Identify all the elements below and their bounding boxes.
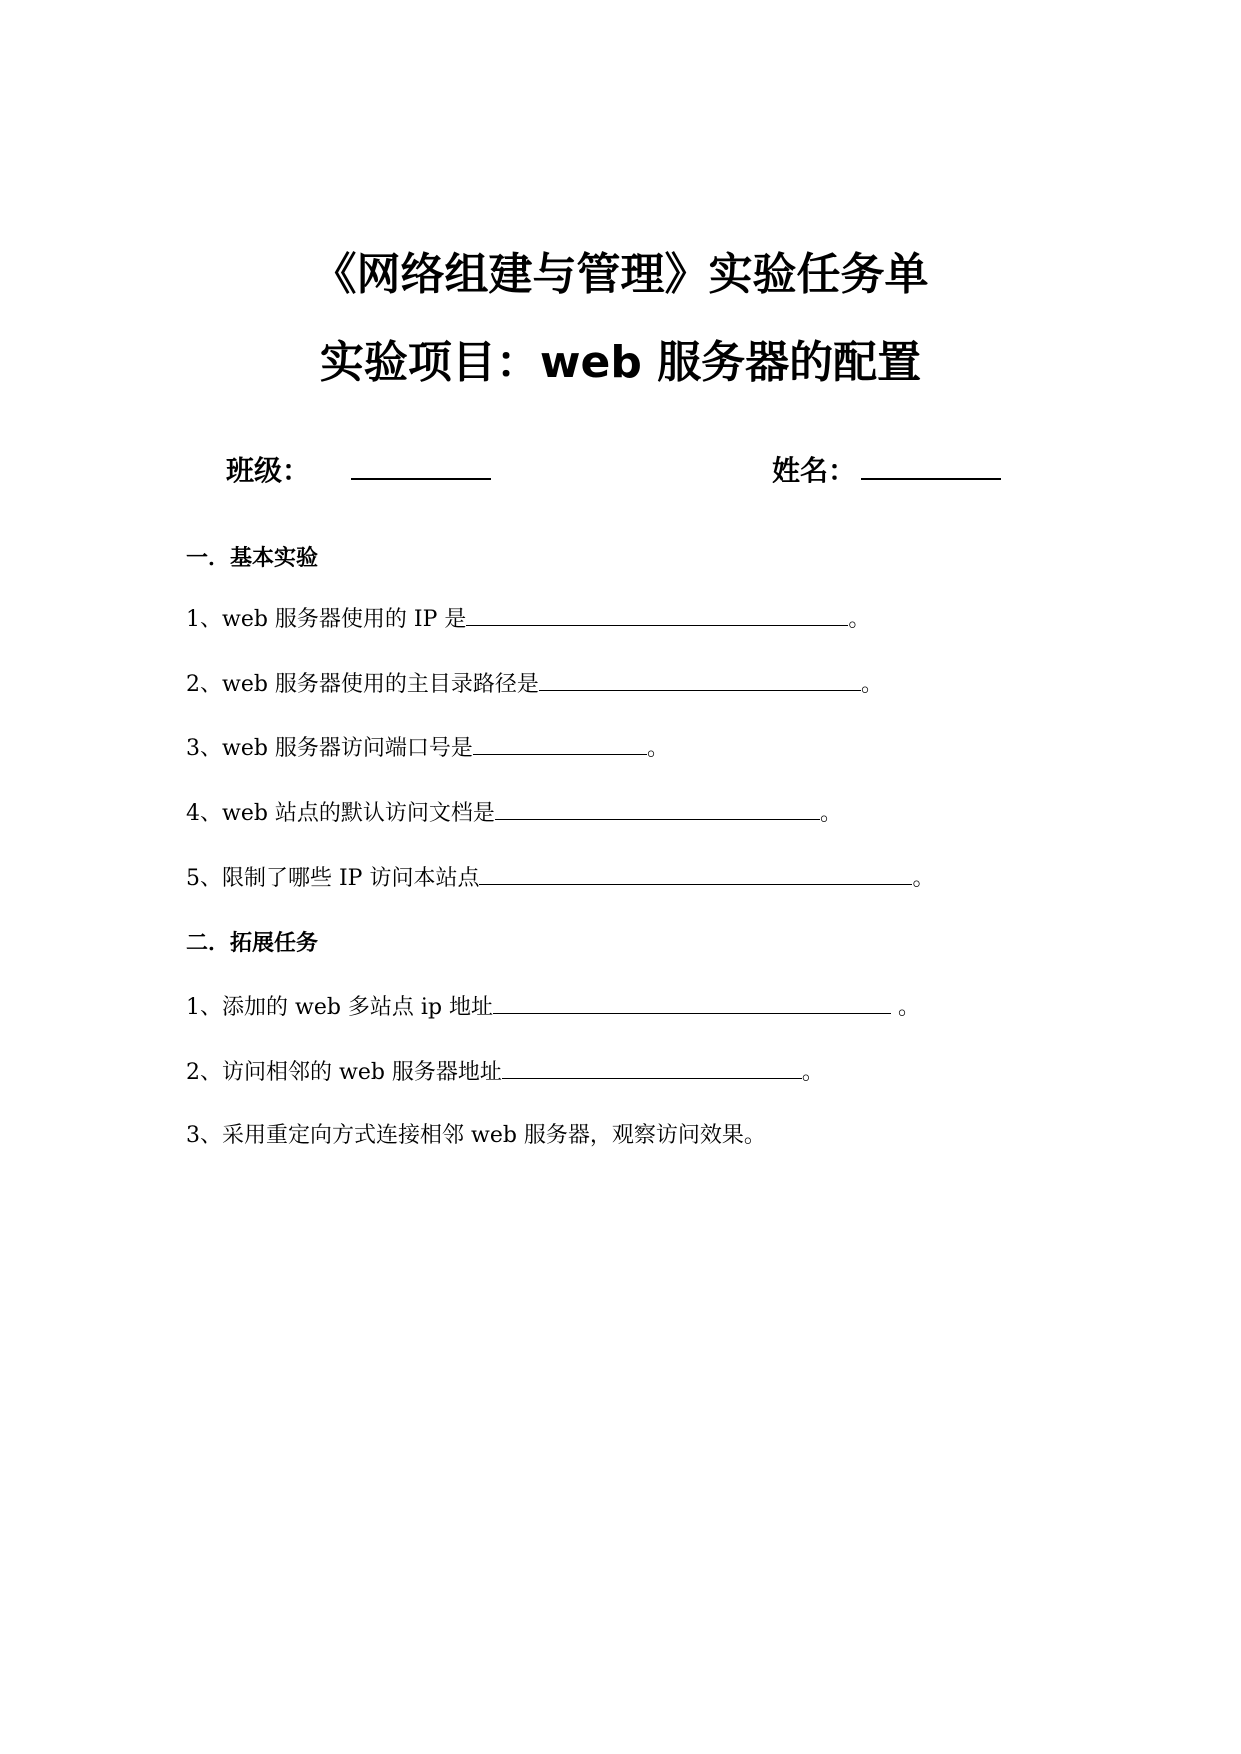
item-text: 2、web 服务器使用的主目录路径是: [186, 672, 539, 697]
name-field: [772, 448, 1001, 489]
item-text: 5、限制了哪些 IP 访问本站点: [186, 866, 480, 891]
class-label: 班级：: [226, 454, 311, 487]
answer-line[interactable]: [493, 991, 891, 1014]
page-subtitle: 实验项目：web 服务器的配置: [319, 337, 922, 388]
item-text: 3、采用重定向方式连接相邻 web 服务器，观察访问效果。: [186, 1123, 766, 1148]
item-end: 。: [801, 1060, 824, 1085]
item-end: 。: [819, 801, 842, 826]
basic-item-5: [186, 862, 935, 894]
item-end: 。: [860, 672, 883, 697]
item-end: 。: [646, 736, 669, 761]
item-text: 4、web 站点的默认访问文档是: [186, 801, 495, 826]
extended-item-2: [186, 1056, 824, 1088]
page-title: 《网络组建与管理》实验任务单: [312, 249, 929, 300]
item-end: 。: [912, 866, 935, 891]
section-basic-heading: 一．基本实验: [186, 546, 319, 571]
name-input-line[interactable]: [861, 448, 1001, 480]
item-text: 1、web 服务器使用的 IP 是: [186, 607, 467, 632]
item-text: 3、web 服务器访问端口号是: [186, 736, 473, 761]
basic-item-4: [186, 797, 842, 829]
answer-line[interactable]: [495, 797, 820, 820]
class-input-line[interactable]: [351, 448, 491, 480]
basic-item-1: [186, 603, 870, 635]
answer-line[interactable]: [466, 603, 848, 626]
basic-item-3: [186, 732, 669, 764]
item-end: 。: [891, 995, 921, 1020]
answer-line[interactable]: [502, 1056, 802, 1079]
answer-line[interactable]: [473, 732, 647, 755]
basic-item-2: [186, 668, 883, 700]
section-extended-heading: 二．拓展任务: [186, 931, 319, 956]
extended-item-1: [186, 991, 920, 1023]
extended-item-3: [186, 1121, 766, 1151]
item-text: 1、添加的 web 多站点 ip 地址: [186, 995, 494, 1020]
class-field: [226, 448, 491, 489]
name-label: 姓名：: [772, 454, 857, 487]
answer-line[interactable]: [479, 862, 912, 885]
answer-line[interactable]: [539, 668, 861, 691]
item-end: 。: [848, 607, 871, 632]
item-text: 2、访问相邻的 web 服务器地址: [186, 1060, 502, 1085]
